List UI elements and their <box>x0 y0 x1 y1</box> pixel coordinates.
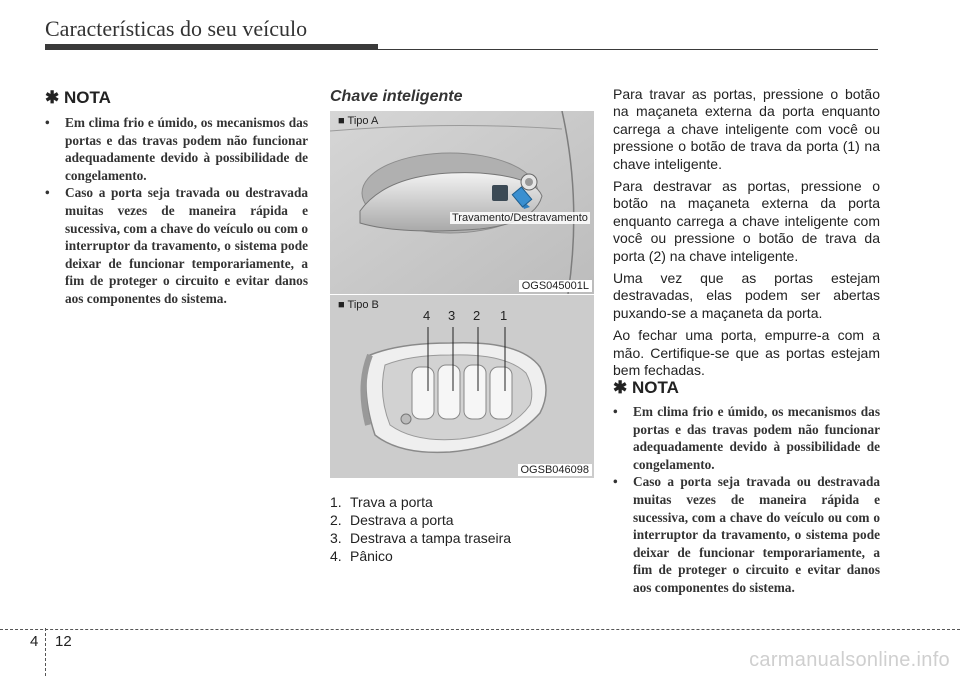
figure-a-code: OGS045001L <box>519 280 592 292</box>
page-number: 12 <box>55 633 72 650</box>
body-paragraph: Para travar as portas, pressione o botão na maçaneta externa da porta enquanto carrega a chave inteligente com você ou pressione o botão de trava da porta (1) na chave inteligente. <box>613 86 880 172</box>
legend-text: Destrava a porta <box>350 512 454 528</box>
key-button-number: 4 <box>423 308 431 323</box>
right-note-item: • Em clima frio e úmido, os mecanismos das portas e das travas podem não funcionar adequadamente devido à possibilidade de congelamento. <box>613 403 880 473</box>
left-note-title: ✱ NOTA <box>45 88 111 107</box>
header-bar <box>45 44 378 50</box>
key-button-number: 3 <box>448 308 456 323</box>
figure-smart-key <box>330 294 594 478</box>
figure-b-code: OGSB046098 <box>518 464 593 476</box>
body-paragraph: Para destravar as portas, pressione o botão na maçaneta externa da porta enquanto carrega a chave inteligente com você ou pressione o botão de trava da porta (2) na chave inteligente. <box>613 178 880 264</box>
footer-divider <box>45 628 46 676</box>
figure-b-label: ■ Tipo B <box>338 299 379 311</box>
key-button-number: 1 <box>500 308 508 323</box>
figure-a-label: ■ Tipo A <box>338 115 379 127</box>
legend-item <box>330 493 511 511</box>
right-note-list <box>613 403 880 597</box>
right-body-text <box>613 86 880 385</box>
legend-num: 3. <box>330 530 342 546</box>
chapter-number: 4 <box>30 633 39 650</box>
smart-key-legend <box>330 493 511 565</box>
left-note-item: • Caso a porta seja travada ou destravada muitas vezes de maneira rápida e sucessiva, com a chave do veículo ou com o interruptor da travamento, o sistema pode deixar de funcionar temporariamente, a fim de proteger o circuito e evitar danos aos componentes do sistema. <box>45 184 308 307</box>
body-paragraph: Uma vez que as portas estejam destravadas, elas podem ser abertas puxando-se a maçaneta da porta. <box>613 270 880 321</box>
footer-rule <box>0 629 960 630</box>
figure-a-callout: Travamento/Destravamento <box>452 212 588 224</box>
right-note-item: • Caso a porta seja travada ou destravada muitas vezes de maneira rápida e sucessiva, com a chave do veículo ou com o interruptor da travamento, o sistema pode deixar de funcionar temporariamente, a fim de proteger o circuito e evitar danos aos componentes do sistema. <box>613 473 880 596</box>
smart-key-title: Chave inteligente <box>330 88 463 105</box>
watermark: carmanualsonline.info <box>749 649 950 671</box>
legend-item <box>330 511 511 529</box>
key-button-number: 2 <box>473 308 481 323</box>
legend-item <box>330 529 511 547</box>
figure-door-handle <box>330 111 594 294</box>
left-note-list <box>45 114 308 308</box>
smart-key-illustration <box>330 295 594 478</box>
legend-text: Destrava a tampa traseira <box>350 530 512 546</box>
header-rule <box>378 49 878 50</box>
legend-num: 2. <box>330 512 342 528</box>
left-note-item: • Em clima frio e úmido, os mecanismos das portas e das travas podem não funcionar adequadamente devido à possibilidade de congelamento. <box>45 114 308 184</box>
page-header-title: Características do seu veículo <box>45 16 308 41</box>
body-paragraph: Ao fechar uma porta, empurre-a com a mão. Certifique-se que as portas estejam bem fechadas. <box>613 327 880 379</box>
legend-text: Trava a porta <box>350 494 433 510</box>
right-note-title: ✱ NOTA <box>613 378 679 397</box>
legend-num: 1. <box>330 494 342 510</box>
legend-num: 4. <box>330 548 342 564</box>
legend-item <box>330 547 511 565</box>
legend-text: Pânico <box>350 548 393 564</box>
door-handle-illustration <box>330 111 594 294</box>
